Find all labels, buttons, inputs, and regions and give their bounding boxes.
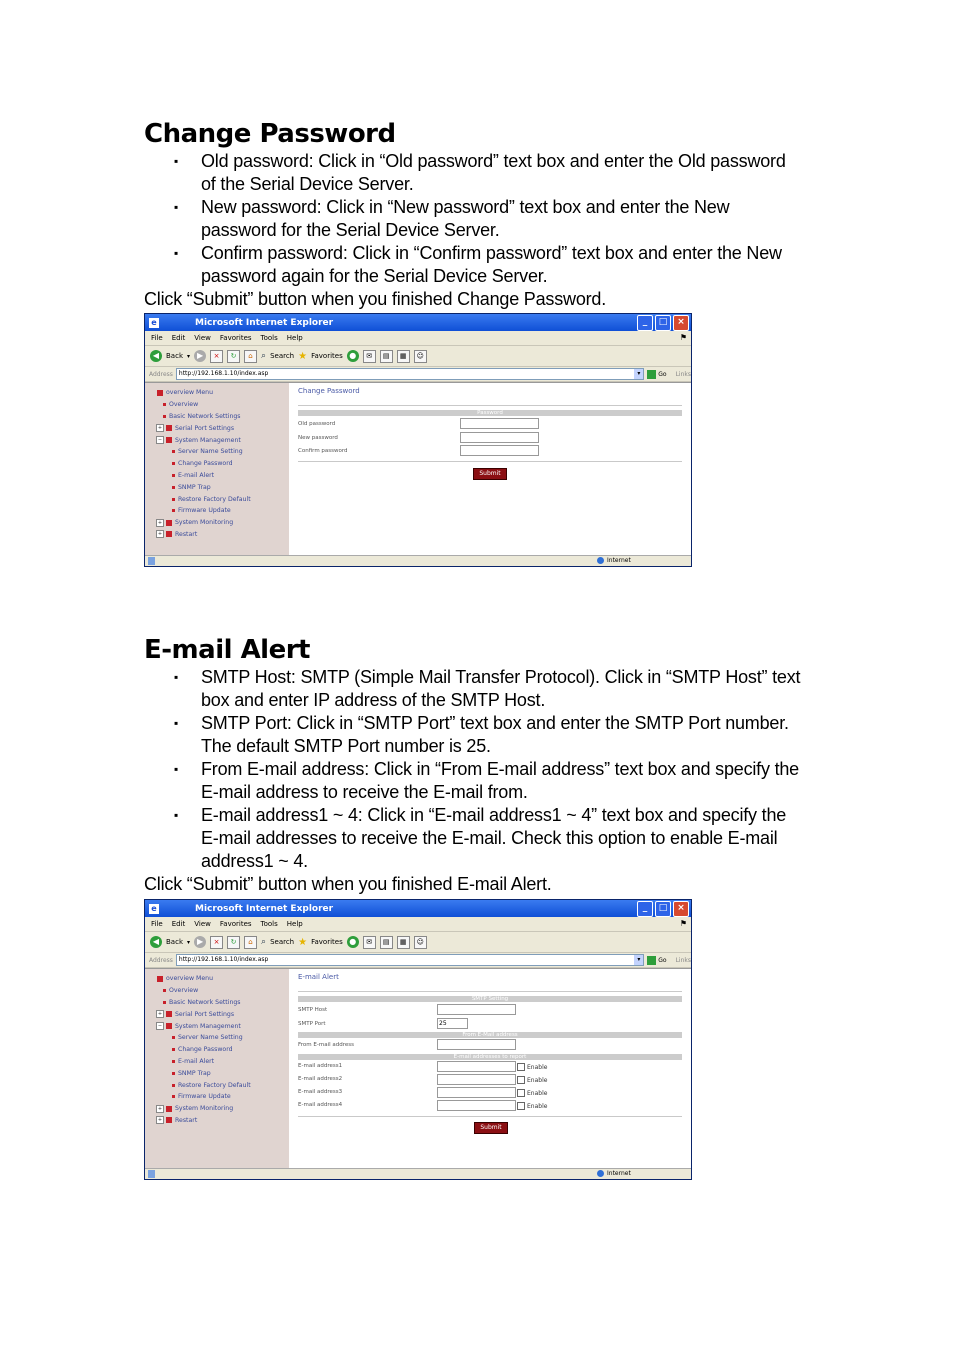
ie-app-icon: e — [149, 904, 159, 914]
sidebar-item-label: Basic Network Settings — [169, 998, 241, 1006]
sidebar-item-label: overview Menu — [166, 975, 214, 983]
address-dropdown-icon[interactable]: ▾ — [634, 369, 643, 379]
email-alert-heading: E-mail Alert — [144, 635, 310, 665]
form-title: E-mail Alert — [298, 973, 339, 981]
old-password-input[interactable] — [460, 418, 539, 429]
back-button[interactable]: Back — [166, 938, 183, 946]
edit-icon[interactable]: ▦ — [397, 350, 410, 363]
menu-edit[interactable]: Edit — [171, 334, 186, 342]
menu-tools[interactable]: Tools — [260, 334, 278, 342]
email-address1-label: E-mail address1 — [298, 1063, 343, 1069]
email-address4-enable[interactable]: Enable — [517, 1102, 547, 1110]
folder-book-icon — [166, 531, 172, 537]
sidebar-item-label: Restore Factory Default — [178, 1081, 251, 1089]
change-password-heading: Change Password — [144, 119, 396, 149]
browser-content — [145, 968, 691, 1168]
folder-book-icon — [157, 390, 163, 396]
menu-view[interactable]: View — [194, 920, 211, 928]
email-address2-input[interactable] — [437, 1074, 516, 1085]
search-icon[interactable]: ⌕ — [261, 937, 267, 947]
back-arrow-icon[interactable]: ◀ — [150, 936, 162, 948]
sidebar-item[interactable] — [145, 1091, 289, 1103]
form-title: Change Password — [298, 387, 360, 395]
divider — [298, 991, 682, 992]
sidebar-item[interactable] — [145, 1067, 289, 1079]
sidebar-item[interactable] — [145, 1008, 289, 1020]
email-alert-section — [144, 634, 814, 896]
password-band: Password — [298, 410, 682, 416]
address-url: http://192.168.1.10/index.asp — [178, 956, 269, 963]
close-button[interactable]: × — [673, 315, 689, 331]
sidebar-item[interactable] — [145, 446, 289, 458]
internet-zone-icon — [597, 557, 604, 564]
page-bullet-icon — [172, 498, 175, 501]
back-arrow-icon[interactable]: ◀ — [150, 350, 162, 362]
sidebar-item-label: System Monitoring — [175, 519, 234, 527]
submit-button[interactable]: Submit — [474, 1122, 508, 1134]
menu-help[interactable]: Help — [286, 334, 303, 342]
page-bullet-icon — [172, 474, 175, 477]
favorites-button[interactable]: Favorites — [311, 938, 343, 946]
page-bullet-icon — [172, 486, 175, 489]
sidebar-item-label: Restart — [175, 530, 198, 538]
bullet-smtp-host: ▪ SMTP Host: SMTP (Simple Mail Transfer Protocol). Click in “SMTP Host” text box and enter IP address of the SMTP Host. — [174, 667, 801, 710]
email-address3-enable[interactable]: Enable — [517, 1089, 547, 1097]
window-title: Microsoft Internet Explorer — [195, 903, 334, 914]
page-bullet-icon — [163, 403, 166, 406]
sidebar-item[interactable] — [145, 985, 289, 997]
mail-icon[interactable]: ✉ — [363, 936, 376, 949]
sidebar-item-label: E-mail Alert — [178, 1057, 215, 1065]
browser-window-email-alert — [144, 899, 692, 1180]
checkbox-icon[interactable] — [517, 1102, 525, 1110]
menu-favorites[interactable]: Favorites — [219, 334, 252, 342]
sidebar-item[interactable] — [145, 387, 289, 399]
folder-book-icon — [166, 425, 172, 431]
bullet-glyph: ▪ — [174, 808, 179, 822]
sidebar-item[interactable] — [145, 529, 289, 541]
sidebar-item-label: Server Name Setting — [178, 1034, 243, 1042]
browser-content — [145, 382, 691, 555]
menu-help[interactable]: Help — [286, 920, 303, 928]
address-bar — [145, 953, 691, 968]
sidebar-item[interactable] — [145, 1044, 289, 1056]
maximize-button[interactable]: □ — [655, 315, 671, 331]
address-input[interactable] — [176, 368, 645, 380]
sidebar-item-label: System Monitoring — [175, 1105, 234, 1113]
sidebar-item-label: Restore Factory Default — [178, 495, 251, 503]
sidebar-menu — [145, 383, 289, 555]
confirm-password-input[interactable] — [460, 445, 539, 456]
collapse-icon[interactable]: − — [157, 437, 163, 444]
sidebar-item-label: Change Password — [178, 460, 233, 468]
toolbar — [145, 346, 691, 367]
sidebar-item[interactable] — [145, 1115, 289, 1127]
sidebar-item[interactable] — [145, 1103, 289, 1115]
change-password-note: Click “Submit” button when you finished Change Password. — [144, 289, 607, 309]
folder-book-icon — [166, 437, 172, 443]
print-icon[interactable]: ▤ — [380, 936, 393, 949]
email-address1-enable[interactable]: Enable — [517, 1063, 547, 1071]
bullet-glyph: ▪ — [174, 716, 179, 730]
address-label: Address — [149, 956, 173, 964]
page-bullet-icon — [172, 1036, 175, 1039]
folder-book-icon — [166, 1011, 172, 1017]
page-bullet-icon — [163, 415, 166, 418]
bullet-glyph: ▪ — [174, 246, 179, 260]
search-button[interactable]: Search — [270, 352, 295, 360]
title-bar — [145, 900, 691, 917]
menu-bar — [145, 917, 691, 932]
mail-icon[interactable]: ✉ — [363, 350, 376, 363]
bullet-glyph: ▪ — [174, 154, 179, 168]
bullet-old-password: ▪ Old password: Click in “Old password” text box and enter the Old password of the Serial Device Server. — [174, 151, 786, 194]
checkbox-icon[interactable] — [517, 1089, 525, 1097]
links-label[interactable]: Links — [675, 370, 691, 378]
favorites-star-icon[interactable]: ★ — [298, 936, 308, 948]
toolbar — [145, 932, 691, 953]
collapse-icon[interactable]: − — [157, 1023, 163, 1030]
email-alert-form — [289, 969, 691, 1168]
expand-icon[interactable]: + — [157, 425, 163, 432]
email-alert-bullets — [144, 666, 814, 873]
sidebar-item[interactable] — [145, 493, 289, 505]
sidebar-item-label: Change Password — [178, 1046, 233, 1054]
windows-flag-icon: ⚑ — [679, 919, 687, 928]
smtp-host-input[interactable] — [437, 1004, 516, 1015]
bullet-email-addresses: ▪ E-mail address1 ~ 4: Click in “E-mail address1 ~ 4” text box and specify the E-mail addresses to receive the E-mail. Check this option to enable E-mail address1 ~ 4. — [174, 805, 787, 871]
go-button[interactable]: Go — [658, 956, 667, 964]
sidebar-item-label: Serial Port Settings — [175, 424, 235, 432]
checkbox-icon[interactable] — [517, 1076, 525, 1084]
maximize-button[interactable]: □ — [655, 901, 671, 917]
back-button[interactable]: Back — [166, 352, 183, 360]
page-icon — [148, 557, 155, 565]
media-icon[interactable]: ● — [347, 350, 359, 362]
forward-arrow-icon[interactable]: ▶ — [194, 936, 206, 948]
page-bullet-icon — [172, 1072, 175, 1075]
smtp-setting-band: SMTP Setting — [298, 996, 682, 1002]
email-address2-label: E-mail address2 — [298, 1076, 343, 1082]
page-bullet-icon — [172, 462, 175, 465]
bullet-confirm-password: ▪ Confirm password: Click in “Confirm password” text box and enter the New password again for the Serial Device Server. — [174, 243, 782, 286]
sidebar-item-label: SNMP Trap — [178, 483, 211, 491]
expand-icon[interactable]: + — [157, 1011, 163, 1018]
email-address2-enable[interactable]: Enable — [517, 1076, 547, 1084]
page-bullet-icon — [172, 509, 175, 512]
email-address3-label: E-mail address3 — [298, 1089, 343, 1095]
sidebar-item-label: System Management — [175, 1022, 241, 1030]
menu-edit[interactable]: Edit — [171, 920, 186, 928]
email-address3-input[interactable] — [437, 1087, 516, 1098]
sidebar-item[interactable] — [145, 1032, 289, 1044]
checkbox-icon[interactable] — [517, 1063, 525, 1071]
search-button[interactable]: Search — [270, 938, 295, 946]
sidebar-item[interactable] — [145, 517, 289, 529]
menu-view[interactable]: View — [194, 334, 211, 342]
page-icon — [148, 1170, 155, 1178]
submit-button[interactable]: Submit — [473, 468, 507, 480]
messenger-icon[interactable]: ☺ — [414, 936, 427, 949]
page-bullet-icon — [172, 1048, 175, 1051]
change-password-section — [144, 118, 814, 311]
email-address1-input[interactable] — [437, 1061, 516, 1072]
bullet-glyph: ▪ — [174, 200, 179, 214]
address-bar — [145, 367, 691, 382]
email-alert-note: Click “Submit” button when you finished E-mail Alert. — [144, 874, 552, 894]
page-bullet-icon — [172, 450, 175, 453]
status-bar — [145, 1168, 691, 1180]
go-button[interactable]: Go — [658, 370, 667, 378]
close-button[interactable]: × — [673, 901, 689, 917]
sidebar-item-label: Restart — [175, 1116, 198, 1124]
messenger-icon[interactable]: ☺ — [414, 350, 427, 363]
sidebar-item-label: E-mail Alert — [178, 471, 215, 479]
sidebar-item[interactable] — [145, 470, 289, 482]
sidebar-item[interactable] — [145, 399, 289, 411]
sidebar-item-label: System Management — [175, 436, 241, 444]
sidebar-item-label: SNMP Trap — [178, 1069, 211, 1077]
home-icon[interactable]: ⌂ — [244, 350, 257, 363]
sidebar-item-label: Overview — [169, 987, 199, 995]
folder-book-icon — [157, 976, 163, 982]
folder-book-icon — [166, 1023, 172, 1029]
expand-icon[interactable]: + — [157, 1105, 163, 1112]
page-bullet-icon — [172, 1095, 175, 1098]
ie-app-icon: e — [149, 318, 159, 328]
page-bullet-icon — [163, 989, 166, 992]
minimize-button[interactable]: _ — [637, 901, 653, 917]
divider — [298, 461, 682, 462]
page-bullet-icon — [172, 1084, 175, 1087]
go-arrow-icon[interactable] — [647, 956, 656, 965]
status-bar — [145, 555, 691, 567]
smtp-port-label: SMTP Port — [298, 1021, 326, 1027]
favorites-button[interactable]: Favorites — [311, 352, 343, 360]
sidebar-item[interactable] — [145, 505, 289, 517]
title-bar — [145, 314, 691, 331]
bullet-from-email: ▪ From E-mail address: Click in “From E-mail address” text box and specify the E-mail address to receive the E-mail from. — [174, 759, 799, 802]
bullet-glyph: ▪ — [174, 670, 179, 684]
media-icon[interactable]: ● — [347, 936, 359, 948]
menu-tools[interactable]: Tools — [260, 920, 278, 928]
browser-window-change-password — [144, 313, 692, 567]
refresh-icon[interactable]: ↻ — [227, 350, 240, 363]
new-password-label: New password — [298, 435, 338, 441]
back-dropdown-icon[interactable]: ▾ — [187, 352, 191, 360]
bullet-glyph: ▪ — [174, 762, 179, 776]
sidebar-item-label: Firmware Update — [178, 1093, 231, 1101]
sidebar-item-label: Overview — [169, 401, 199, 409]
windows-flag-icon: ⚑ — [679, 333, 687, 342]
from-email-label: From E-mail address — [298, 1042, 354, 1048]
address-url: http://192.168.1.10/index.asp — [178, 370, 269, 377]
confirm-password-label: Confirm password — [298, 448, 348, 454]
sidebar-item-label: Firmware Update — [178, 507, 231, 515]
page-bullet-icon — [172, 1060, 175, 1063]
divider — [298, 405, 682, 406]
change-password-bullets — [144, 150, 814, 288]
from-email-input[interactable] — [437, 1039, 516, 1050]
menu-file[interactable]: File — [151, 920, 163, 928]
favorites-star-icon[interactable]: ★ — [298, 350, 308, 362]
address-dropdown-icon[interactable]: ▾ — [634, 955, 643, 965]
sidebar-item[interactable] — [145, 1056, 289, 1068]
report-addresses-band: E-mail addresses to report — [298, 1054, 682, 1060]
expand-icon[interactable]: + — [157, 1117, 163, 1124]
page-bullet-icon — [163, 1001, 166, 1004]
smtp-port-input[interactable]: 25 — [437, 1018, 468, 1029]
sidebar-item-label: Basic Network Settings — [169, 412, 241, 420]
sidebar-item[interactable] — [145, 422, 289, 434]
folder-book-icon — [166, 1117, 172, 1123]
stop-icon[interactable]: × — [210, 350, 223, 363]
address-label: Address — [149, 370, 173, 378]
edit-icon[interactable]: ▦ — [397, 936, 410, 949]
sidebar-item[interactable] — [145, 458, 289, 470]
smtp-host-label: SMTP Host — [298, 1007, 328, 1013]
status-zone: Internet — [607, 1170, 631, 1177]
window-title: Microsoft Internet Explorer — [195, 317, 334, 328]
forward-arrow-icon[interactable]: ▶ — [194, 350, 206, 362]
folder-book-icon — [166, 520, 172, 526]
sidebar-item-label: Server Name Setting — [178, 448, 243, 456]
sidebar-item[interactable] — [145, 1079, 289, 1091]
refresh-icon[interactable]: ↻ — [227, 936, 240, 949]
sidebar-item[interactable] — [145, 1020, 289, 1032]
minimize-button[interactable]: _ — [637, 315, 653, 331]
email-address4-label: E-mail address4 — [298, 1102, 343, 1108]
sidebar-item[interactable] — [145, 434, 289, 446]
sidebar-menu — [145, 969, 289, 1168]
expand-icon[interactable]: + — [157, 519, 163, 526]
search-icon[interactable]: ⌕ — [261, 351, 267, 361]
email-address4-input[interactable] — [437, 1100, 516, 1111]
menu-favorites[interactable]: Favorites — [219, 920, 252, 928]
expand-icon[interactable]: + — [157, 531, 163, 538]
home-icon[interactable]: ⌂ — [244, 936, 257, 949]
print-icon[interactable]: ▤ — [380, 350, 393, 363]
address-input[interactable] — [176, 954, 645, 966]
divider — [298, 1116, 682, 1117]
internet-zone-icon — [597, 1170, 604, 1177]
menu-file[interactable]: File — [151, 334, 163, 342]
change-password-form — [289, 383, 691, 555]
sidebar-item-label: overview Menu — [166, 389, 214, 397]
folder-book-icon — [166, 1106, 172, 1112]
new-password-input[interactable] — [460, 432, 539, 443]
sidebar-item-label: Serial Port Settings — [175, 1010, 235, 1018]
status-zone: Internet — [607, 557, 631, 564]
bullet-new-password: ▪ New password: Click in “New password” text box and enter the New password for the Serial Device Server. — [174, 197, 730, 240]
sidebar-item[interactable] — [145, 973, 289, 985]
stop-icon[interactable]: × — [210, 936, 223, 949]
old-password-label: Old password — [298, 421, 336, 427]
from-email-band: From E-Mail address — [298, 1032, 682, 1038]
sidebar-item[interactable] — [145, 411, 289, 423]
bullet-smtp-port: ▪ SMTP Port: Click in “SMTP Port” text box and enter the SMTP Port number. The default SMTP Port number is 25. — [174, 713, 789, 756]
go-arrow-icon[interactable] — [647, 370, 656, 379]
back-dropdown-icon[interactable]: ▾ — [187, 938, 191, 946]
links-label[interactable]: Links — [675, 956, 691, 964]
sidebar-item[interactable] — [145, 997, 289, 1009]
sidebar-item[interactable] — [145, 481, 289, 493]
menu-bar — [145, 331, 691, 346]
